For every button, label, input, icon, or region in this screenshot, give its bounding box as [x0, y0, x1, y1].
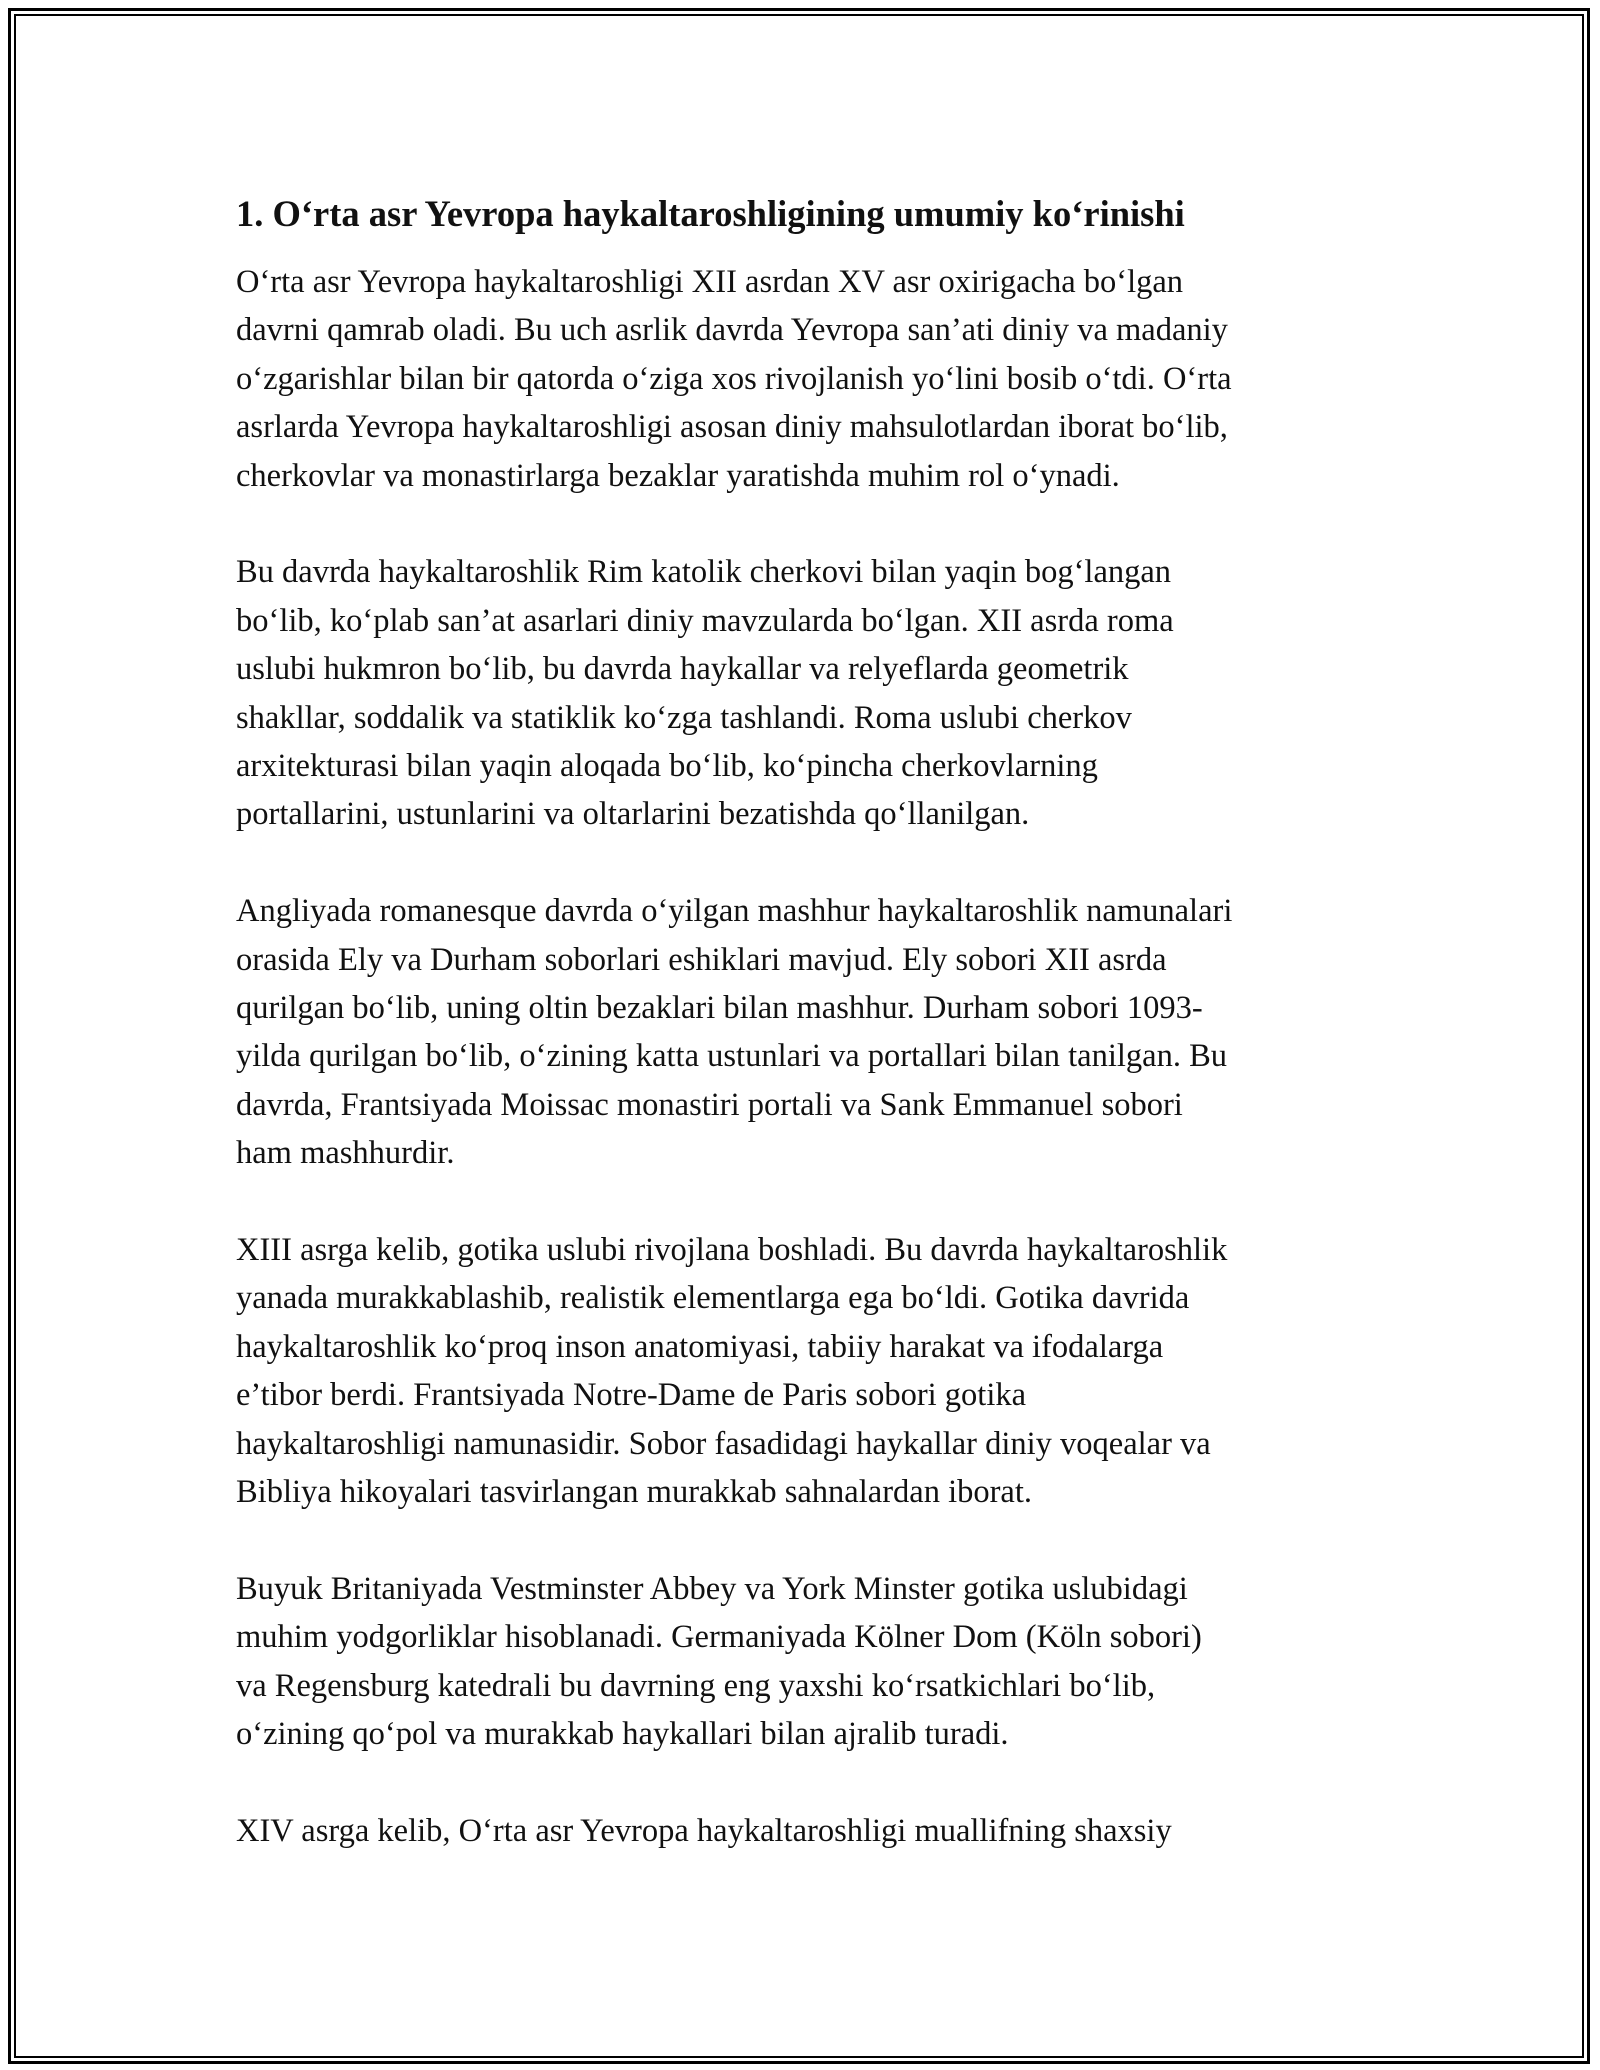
text-line: Angliyada romanesque davrda o‘yilgan mashhur haykaltaroshlik namunalari — [236, 893, 1233, 930]
text-line: orasida Ely va Durham soborlari eshiklari mavjud. Ely sobori XII asrda — [236, 941, 1167, 978]
text-line: Bibliya hikoyalari tasvirlangan murakkab sahnalardan iborat. — [236, 1474, 1032, 1511]
text-line: Bu davrda haykaltaroshlik Rim katolik cherkovi bilan yaqin bog‘langan — [236, 554, 1172, 591]
text-line: portallarini, ustunlarini va oltarlarini bezatishda qo‘llanilgan. — [236, 796, 1030, 833]
text-line: Buyuk Britaniyada Vestminster Abbey va York Minster gotika uslubidagi — [236, 1570, 1188, 1607]
paragraph-4 — [236, 1226, 1376, 1516]
text-line: bo‘lib, ko‘plab san’at asarlari diniy mavzularda bo‘lgan. XII asrda roma — [236, 602, 1174, 639]
paragraph-1 — [236, 258, 1376, 500]
text-line: davrda, Frantsiyada Moissac monastiri portali va Sank Emmanuel sobori — [236, 1086, 1183, 1123]
text-line: haykaltaroshlik ko‘proq inson anatomiyasi, tabiiy harakat va ifodalarga — [236, 1328, 1164, 1365]
text-line: uslubi hukmron bo‘lib, bu davrda haykallar va relyeflarda geometrik — [236, 651, 1129, 688]
text-line: O‘rta asr Yevropa haykaltaroshligi XII asrdan XV asr oxirigacha bo‘lgan — [236, 264, 1184, 300]
text-line: asrlarda Yevropa haykaltaroshligi asosan diniy mahsulotlardan iborat bo‘lib, — [236, 409, 1228, 446]
text-line: ham mashhurdir. — [236, 1135, 455, 1172]
text-line: XIV asrga kelib, O‘rta asr Yevropa haykaltaroshligi muallifning shaxsiy — [236, 1812, 1172, 1849]
section-heading: 1. O‘rta asr Yevropa haykaltaroshligining umumiy ko‘rinishi — [236, 193, 1185, 234]
paragraph-2 — [236, 548, 1376, 838]
paragraph-5 — [236, 1565, 1376, 1759]
text-line: yanada murakkablashib, realistik elementlarga ega bo‘ldi. Gotika davrida — [236, 1280, 1190, 1317]
text-line: e’tibor berdi. Frantsiyada Notre-Dame de Paris sobori gotika — [236, 1377, 1027, 1414]
document-body — [236, 186, 1376, 1855]
text-line: yilda qurilgan bo‘lib, o‘zining katta ustunlari va portallari bilan tanilgan. Bu — [236, 1038, 1228, 1075]
text-line: arxitekturasi bilan yaqin aloqada bo‘lib, ko‘pincha cherkovlarning — [236, 748, 1098, 785]
text-line: XIII asrga kelib, gotika uslubi rivojlana boshladi. Bu davrda haykaltaroshlik — [236, 1232, 1228, 1269]
text-line: o‘zgarishlar bilan bir qatorda o‘ziga xos rivojlanish yo‘lini bosib o‘tdi. O‘rta — [236, 360, 1232, 397]
text-line: cherkovlar va monastirlarga bezaklar yaratishda muhim rol o‘ynadi. — [236, 457, 1120, 494]
text-line: qurilgan bo‘lib, uning oltin bezaklari bilan mashhur. Durham sobori 1093- — [236, 990, 1203, 1027]
paragraph-6 — [236, 1807, 1376, 1855]
text-line: va Regensburg katedrali bu davrning eng yaxshi ko‘rsatkichlari bo‘lib, — [236, 1667, 1156, 1704]
text-line: muhim yodgorliklar hisoblanadi. Germaniyada Kölner Dom (Köln sobori) — [236, 1619, 1202, 1656]
text-line: o‘zining qo‘pol va murakkab haykallari bilan ajralib turadi. — [236, 1716, 1009, 1753]
text-line: shakllar, soddalik va statiklik ko‘zga tashlandi. Roma uslubi cherkov — [236, 699, 1132, 736]
text-line: davrni qamrab oladi. Bu uch asrlik davrda Yevropa san’ati diniy va madaniy — [236, 312, 1228, 349]
paragraph-3 — [236, 887, 1376, 1177]
text-line: haykaltaroshligi namunasidir. Sobor fasadidagi haykallar diniy voqealar va — [236, 1425, 1211, 1462]
